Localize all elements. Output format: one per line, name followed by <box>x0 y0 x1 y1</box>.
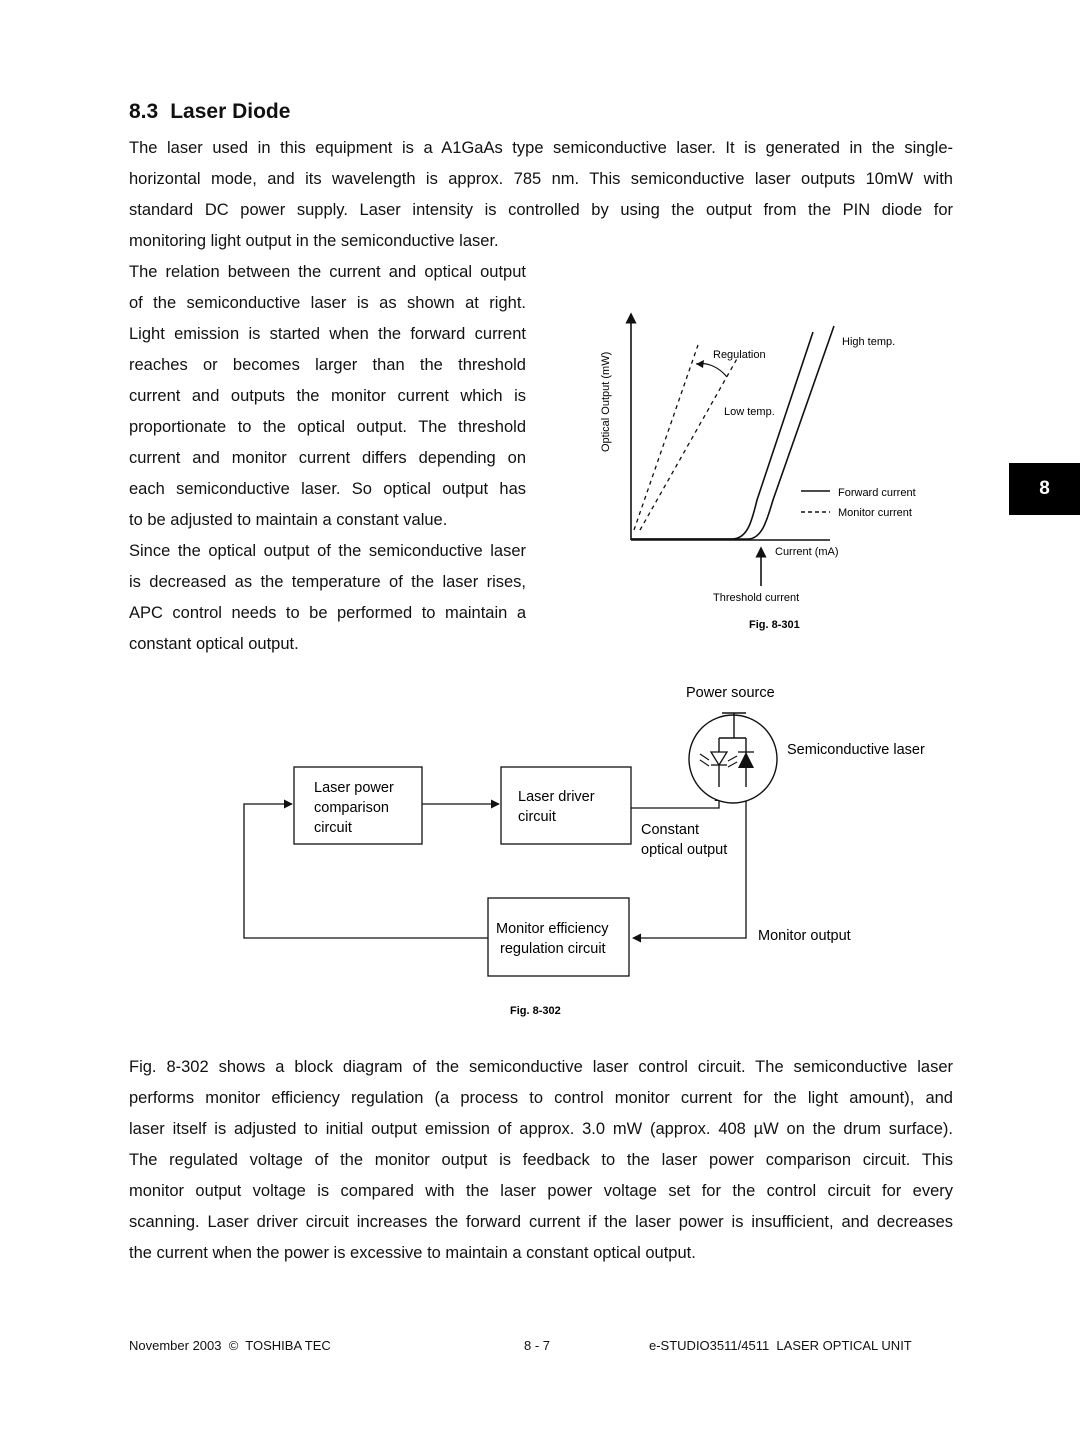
monitor-box-line: regulation circuit <box>500 941 606 957</box>
x-axis-label: Current (mA) <box>775 546 839 558</box>
paragraph-line: Fig. 8-302 shows a block diagram of the semiconductive laser control circuit. The semiconductive laser <box>129 1058 953 1076</box>
power-source-label: Power source <box>686 685 775 701</box>
laser-driver-box <box>501 767 631 844</box>
monitor-output-label: Monitor output <box>758 928 851 944</box>
paragraph-line: each semiconductive laser. So optical output has <box>129 480 526 498</box>
legend-monitor-label: Monitor current <box>838 507 912 519</box>
laser-power-box-line: comparison <box>314 800 389 816</box>
paragraph-line: current and outputs the monitor current which is <box>129 387 526 405</box>
block-diagram-paragraph <box>129 1052 953 1269</box>
monitor-output-arrow <box>633 787 746 938</box>
laser-power-box-line: circuit <box>314 820 352 836</box>
paragraph-line: The laser used in this equipment is a A1GaAs type semiconductive laser. It is generated in the single- <box>129 139 953 157</box>
monitor-box-line: Monitor efficiency <box>496 921 609 937</box>
paragraph-line: standard DC power supply. Laser intensity is controlled by using the output from the PIN diode for <box>129 201 953 219</box>
footer-document-title: e-STUDIO3511/4511 LASER OPTICAL UNIT <box>649 1338 912 1353</box>
paragraph-line: monitoring light output in the semiconductive laser. <box>129 232 499 250</box>
paragraph-line: The relation between the current and optical output <box>129 263 526 281</box>
high-temp-label: High temp. <box>842 336 896 348</box>
figure-301-caption: Fig. 8-301 <box>749 619 800 631</box>
figure-302-caption: Fig. 8-302 <box>510 1005 561 1017</box>
paragraph-line: monitor output voltage is compared with the laser power voltage set for the control circuit for every <box>129 1182 953 1200</box>
paragraph-line: the current when the power is excessive to maintain a constant optical output. <box>129 1244 696 1262</box>
paragraph-line: Since the optical output of the semiconductive laser <box>129 542 526 560</box>
footer-date-company: November 2003 © TOSHIBA TEC <box>129 1338 331 1353</box>
paragraph-line: The regulated voltage of the monitor output is feedback to the laser power comparison circuit. This <box>129 1151 953 1169</box>
monitor-efficiency-box <box>488 898 629 976</box>
paragraph-line: scanning. Laser driver circuit increases the forward current if the laser power is insufficient, and decreases <box>129 1213 953 1231</box>
semiconductive-laser-icon <box>689 715 777 803</box>
paragraph-line: APC control needs to be performed to maintain a <box>129 604 526 622</box>
laser-driver-box-line: Laser driver <box>518 789 595 805</box>
paragraph-line: of the semiconductive laser is as shown at right. <box>129 294 526 312</box>
paragraph-line: reaches or becomes larger than the threshold <box>129 356 526 374</box>
paragraph-line: constant optical output. <box>129 635 299 653</box>
semiconductive-laser-label: Semiconductive laser <box>787 742 925 758</box>
threshold-label: Threshold current <box>713 592 800 604</box>
section-title: Laser Diode <box>170 100 291 123</box>
paragraph-line: to be adjusted to maintain a constant value. <box>129 511 448 529</box>
paragraph-line: proportionate to the optical output. The threshold <box>129 418 526 436</box>
chapter-tab: 8 <box>1009 463 1080 515</box>
page-number: 8 - 7 <box>524 1338 551 1353</box>
constant-output-label: Constant <box>641 822 700 838</box>
paragraph-line: performs monitor efficiency regulation (a process to control monitor current for the light amount), and <box>129 1089 953 1107</box>
paragraph-line: current and monitor current differs depending on <box>129 449 526 467</box>
legend-forward-label: Forward current <box>838 487 916 499</box>
laser-driver-box-line: circuit <box>518 809 556 825</box>
section-number: 8.3 <box>129 100 159 123</box>
constant-output-label: optical output <box>641 842 728 858</box>
y-axis-label: Optical Output (mW) <box>600 351 612 452</box>
regulation-label: Regulation <box>713 349 766 361</box>
low-temp-label: Low temp. <box>724 406 775 418</box>
paragraph-line: Light emission is started when the forward current <box>129 325 526 343</box>
paragraph-line: horizontal mode, and its wavelength is approx. 785 nm. This semiconductive laser outputs 10mW with <box>129 170 953 188</box>
driver-to-laser-arrow <box>631 793 719 808</box>
paragraph-line: is decreased as the temperature of the laser rises, <box>129 573 526 591</box>
laser-power-box-line: Laser power <box>314 780 394 796</box>
paragraph-line: laser itself is adjusted to initial output emission of approx. 3.0 mW (approx. 408 µW on the drum surface). <box>129 1120 953 1138</box>
